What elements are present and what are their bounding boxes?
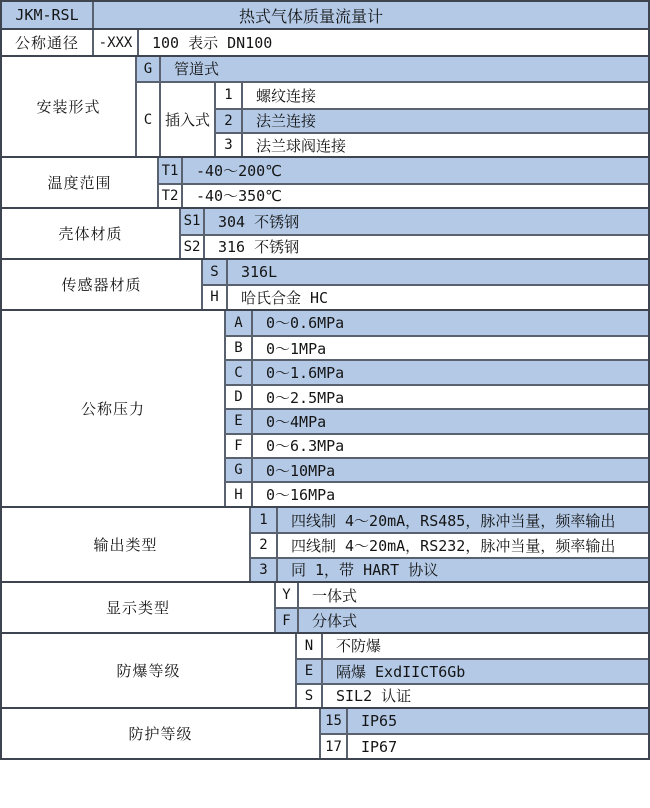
value-cell: 0～0.6MPa	[251, 311, 648, 335]
option-row	[226, 384, 648, 408]
option-row	[159, 158, 648, 182]
section-nominal-diameter	[2, 28, 648, 54]
code-cell: N	[304, 637, 314, 654]
code-cell: H	[210, 289, 219, 306]
value-cell: 四线制 4～20mA，RS232，脉冲当量，频率输出	[276, 534, 648, 556]
code-cell: C	[234, 364, 243, 381]
option-row	[297, 634, 648, 658]
code-cell: H	[234, 486, 243, 503]
section-label: 显示类型	[2, 583, 274, 632]
code-cell: 1	[259, 512, 268, 528]
code-cell: 2	[224, 112, 233, 129]
option-row	[181, 209, 648, 233]
option-row	[226, 433, 648, 457]
value-cell: 0～1.6MPa	[251, 361, 648, 383]
option-row	[297, 683, 648, 707]
code-cell: T2	[161, 187, 179, 204]
option-row	[226, 359, 648, 383]
page-title: 热式气体质量流量计	[92, 2, 648, 28]
option-row	[216, 108, 648, 132]
code-cell: C	[143, 111, 153, 128]
option-row	[159, 183, 648, 207]
option-row	[251, 532, 648, 556]
code-cell: G	[143, 60, 153, 77]
code-cell: S	[304, 687, 314, 704]
code-cell: S1	[183, 213, 201, 230]
option-row	[226, 335, 648, 359]
option-row	[226, 457, 648, 481]
option-row	[181, 234, 648, 258]
value-cell: IP67	[346, 735, 648, 757]
option-row	[216, 132, 648, 156]
code-cell: 3	[259, 561, 268, 578]
value-cell: -40～350℃	[181, 185, 648, 207]
code-cell: S	[210, 264, 219, 281]
code-cell: 17	[325, 738, 342, 755]
value-cell: -40～200℃	[181, 158, 648, 182]
code-cell: F	[282, 612, 291, 629]
value-cell: 法兰连接	[241, 110, 648, 132]
section-label: 壳体材质	[2, 209, 179, 258]
value-cell: 316L	[226, 260, 648, 284]
option-row	[216, 83, 648, 107]
value-cell: 0～10MPa	[251, 459, 648, 481]
value-cell: 管道式	[159, 57, 648, 81]
code-cell: 15	[325, 713, 342, 730]
code-cell: 2	[259, 537, 268, 554]
code-cell: T1	[161, 162, 179, 179]
option-row	[203, 260, 648, 284]
section-output-type	[2, 506, 648, 581]
section-label: 温度范围	[2, 158, 157, 207]
code-cell: D	[234, 389, 243, 406]
value-cell: SIL2 认证	[321, 685, 648, 707]
section-label: 公称压力	[2, 311, 224, 506]
code-cell: F	[234, 437, 243, 454]
value-cell: 0～6.3MPa	[251, 435, 648, 457]
value-cell: 100 表示 DN100	[137, 30, 648, 54]
option-row	[251, 508, 648, 532]
code-cell: B	[234, 340, 243, 357]
value-cell: 四线制 4～20mA，RS485，脉冲当量，频率输出	[276, 508, 648, 532]
section-explosion-proof-grade	[2, 632, 648, 707]
option-row	[251, 557, 648, 581]
value-cell: 一体式	[297, 583, 648, 607]
section-label: 防爆等级	[2, 634, 295, 707]
code-cell: A	[234, 314, 243, 331]
insert-type-label: 插入式	[159, 83, 214, 156]
code-cell: G	[234, 462, 243, 479]
section-sensor-material	[2, 258, 648, 309]
section-label: 公称通径	[2, 30, 92, 54]
code-cell: Y	[282, 587, 291, 604]
option-row	[321, 709, 648, 733]
value-cell: 304 不锈钢	[203, 209, 648, 233]
section-label: 防护等级	[2, 709, 319, 758]
value-cell: 0～1MPa	[251, 337, 648, 359]
code-cell: E	[234, 413, 243, 430]
code-cell: 1	[224, 87, 233, 104]
option-row	[203, 284, 648, 308]
value-cell: 0～2.5MPa	[251, 386, 648, 408]
section-label: 传感器材质	[2, 260, 201, 309]
value-cell: 法兰球阀连接	[241, 134, 648, 156]
option-row	[276, 583, 648, 607]
section-nominal-pressure	[2, 309, 648, 506]
section-installation-type	[2, 55, 648, 157]
option-row	[137, 57, 648, 81]
option-row	[276, 607, 648, 631]
option-row	[226, 481, 648, 505]
option-row	[226, 311, 648, 335]
section-housing-material	[2, 207, 648, 258]
option-row	[321, 733, 648, 757]
option-row	[226, 408, 648, 432]
code-cell: -XXX	[98, 34, 133, 51]
option-row	[297, 658, 648, 682]
code-cell: S2	[183, 238, 201, 255]
value-cell: 不防爆	[321, 634, 648, 658]
value-cell: 分体式	[297, 609, 648, 631]
section-display-type	[2, 581, 648, 632]
code-cell: 3	[224, 137, 233, 154]
section-label: 安装形式	[2, 57, 135, 157]
insert-type-group	[137, 81, 648, 156]
section-protection-grade	[2, 707, 648, 758]
section-temperature-range	[2, 156, 648, 207]
value-cell: 316 不锈钢	[203, 236, 648, 258]
option-row	[94, 30, 648, 54]
code-cell: E	[304, 663, 314, 680]
table-header-row	[2, 2, 648, 28]
model-code: JKM-RSL	[15, 6, 79, 25]
value-cell: 螺纹连接	[241, 83, 648, 107]
value-cell: 0～16MPa	[251, 483, 648, 505]
value-cell: 同 1，带 HART 协议	[276, 559, 648, 581]
value-cell: 隔爆 ExdIICT6Gb	[321, 660, 648, 682]
section-label: 输出类型	[2, 508, 249, 581]
value-cell: IP65	[346, 709, 648, 733]
value-cell: 0～4MPa	[251, 410, 648, 432]
value-cell: 哈氏合金 HC	[226, 286, 648, 308]
